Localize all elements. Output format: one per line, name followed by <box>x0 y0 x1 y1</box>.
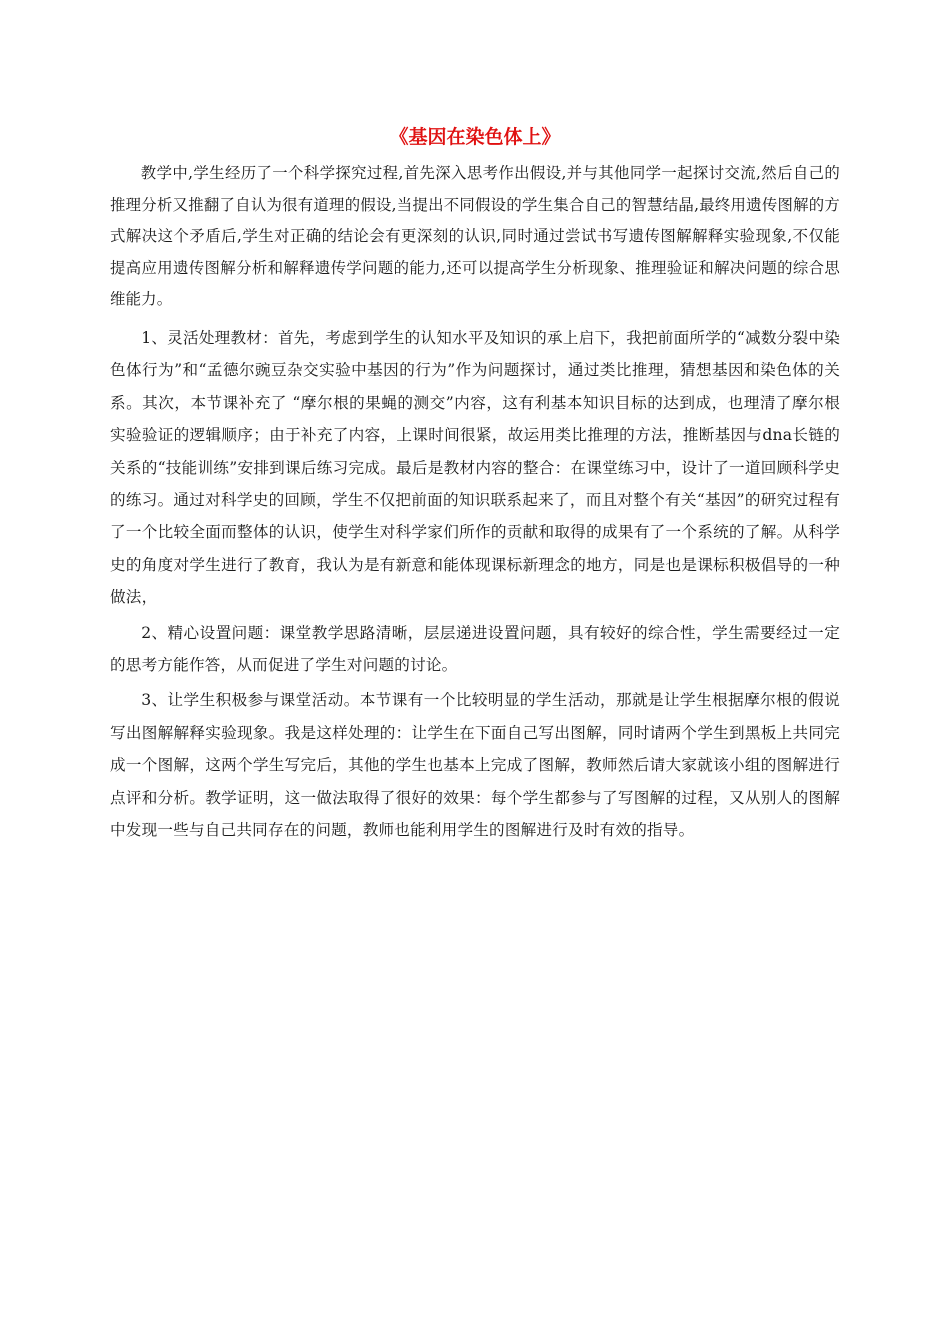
document-body <box>110 158 840 849</box>
paragraph-point-3: 3、让学生积极参与课堂活动。本节课有一个比较明显的学生活动，那就是让学生根据摩尔根的假说写出图解解释实验现象。我是这样处理的：让学生在下面自己写出图解，同时请两个学生到黑板上共同完成一个图解，这两个学生写完后，其他的学生也基本上完成了图解，教师然后请大家就该小组的图解进行点评和分析。教学证明，这一做法取得了很好的效果：每个学生都参与了写图解的过程，又从别人的图解中发现一些与自己共同存在的问题，教师也能利用学生的图解进行及时有效的指导。 <box>110 691 840 840</box>
paragraph-point-2: 2、精心设置问题：课堂教学思路清晰，层层递进设置问题，具有较好的综合性，学生需要经过一定的思考方能作答，从而促进了学生对问题的讨论。 <box>110 623 840 675</box>
document-title: 《基因在染色体上》 <box>389 126 561 148</box>
paragraph-point-1: 1、灵活处理教材：首先，考虑到学生的认知水平及知识的承上启下，我把前面所学的“减数分裂中染色体行为”和“孟德尔豌豆杂交实验中基因的行为”作为问题探讨，通过类比推理，猜想基因和染色体的关系。其次，本节课补充了 “摩尔根的果蝇的测交”内容，这有利基本知识目标的达到成，也理清了摩尔根实验验证的逻辑顺序；由于补充了内容，上课时间很紧，故运用类比推理的方法，推断基因与dna长链的关系的“技能训练”安排到课后练习完成。最后是教材内容的整合：在课堂练习中，设计了一道回顾科学史的练习。通过对科学史的回顾，学生不仅把前面的知识联系起来了，而且对整个有关“基因”的研究过程有了一个比较全面而整体的认识，使学生对科学家们所作的贡献和取得的成果有了一个系统的了解。从科学史的角度对学生进行了教育，我认为是有新意和能体现课标新理念的地方，同是也是课标积极倡导的一种做法， <box>110 328 840 607</box>
paragraph-intro: 教学中,学生经历了一个科学探究过程,首先深入思考作出假设,并与其他同学一起探讨交流,然后自己的推理分析又推翻了自认为很有道理的假设,当提出不同假设的学生集合自己的智慧结晶,最终用遗传图解的方式解决这个矛盾后,学生对正确的结论会有更深刻的认识,同时通过尝试书写遗传图解解释实验现象,不仅能提高应用遗传图解分析和解释遗传学问题的能力,还可以提高学生分析现象、推理验证和解决问题的综合思维能力。 <box>110 164 840 309</box>
